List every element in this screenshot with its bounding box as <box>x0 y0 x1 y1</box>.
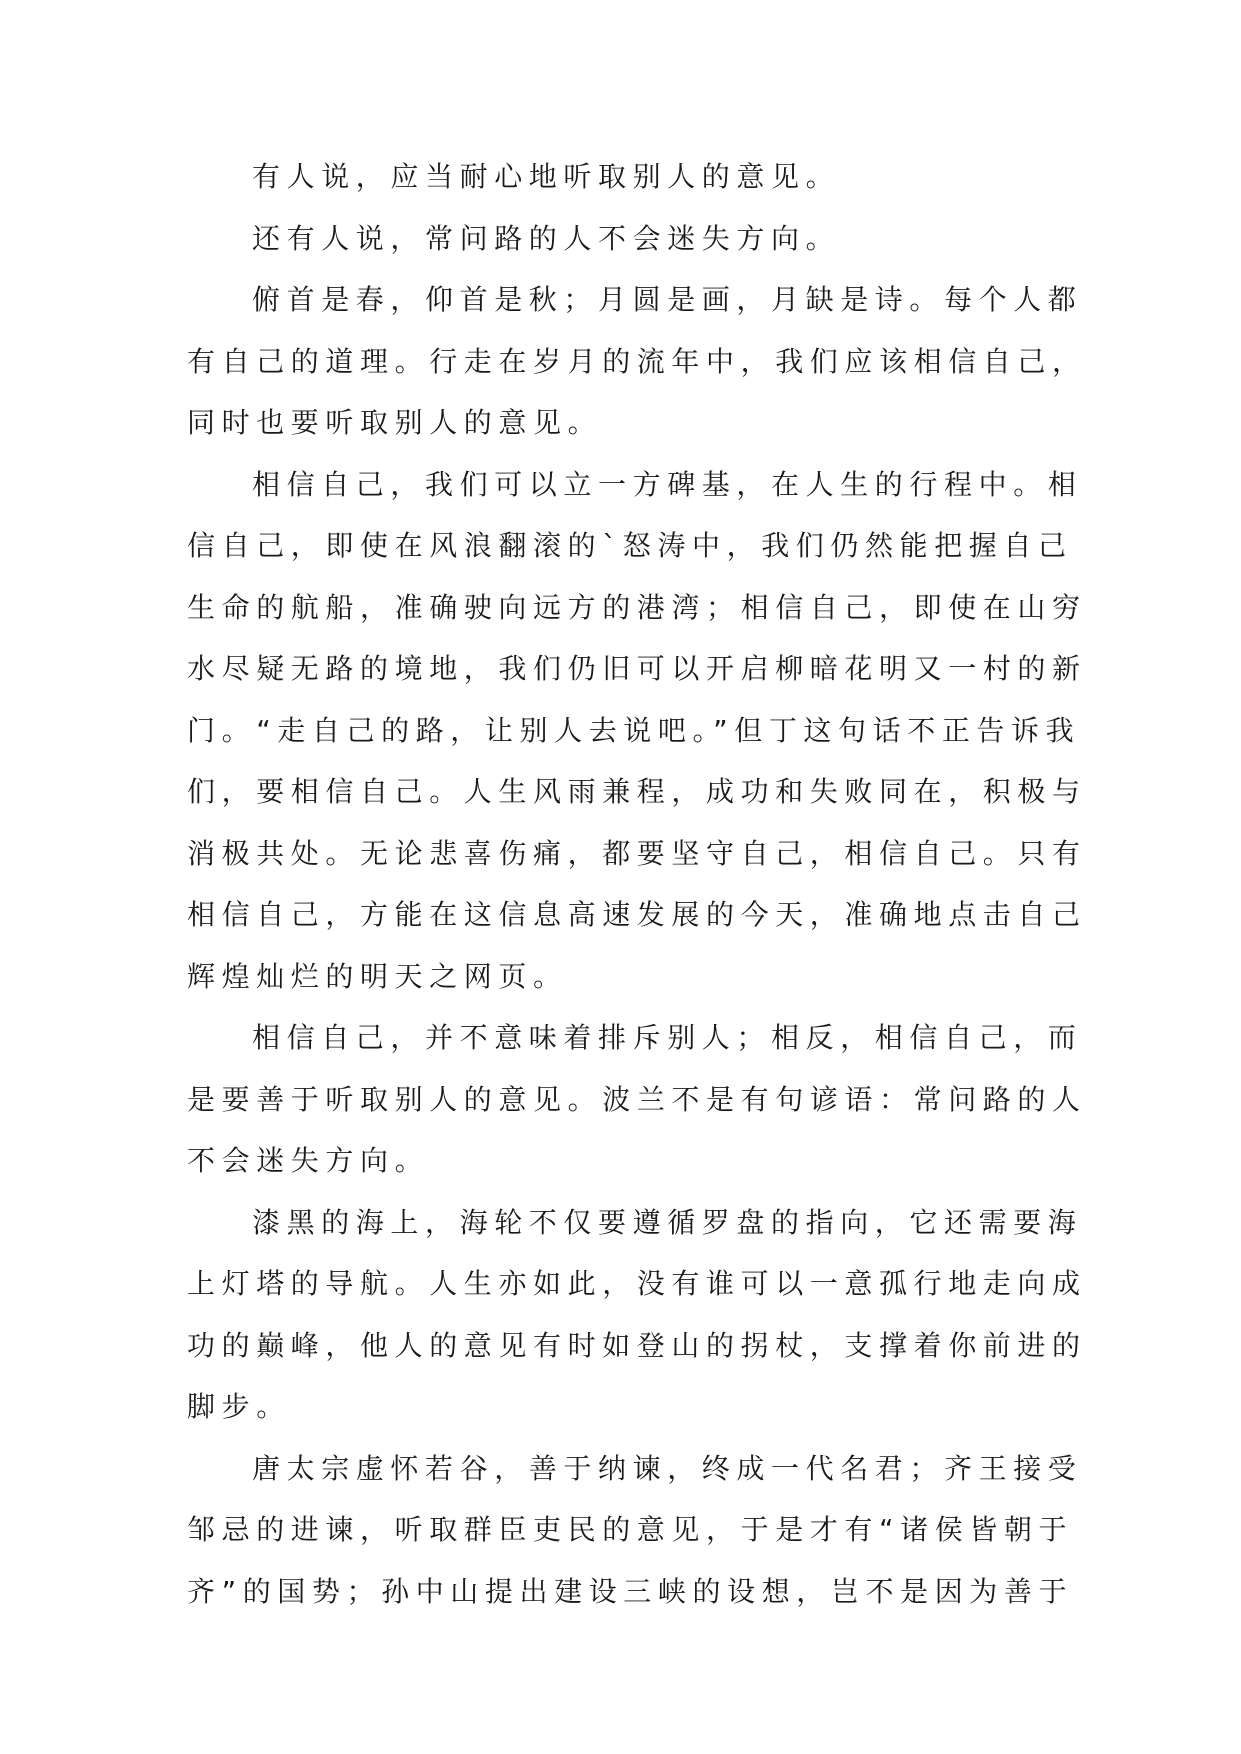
text-line: 信自己，即使在风浪翻滚的`怒涛中，我们仍然能把握自己 <box>187 529 1073 562</box>
text-line: 功的巅峰，他人的意见有时如登山的拐杖，支撑着你前进的 <box>187 1328 1087 1362</box>
text-line: 俯首是春，仰首是秋；月圆是画，月缺是诗。每个人都 <box>252 283 1083 316</box>
text-line: 脚步。 <box>187 1390 291 1423</box>
text-line: 是要善于听取别人的意见。波兰不是有句谚语：常问路的人 <box>187 1082 1087 1116</box>
text-line: 辉煌灿烂的明天之网页。 <box>187 959 568 993</box>
text-line: 有人说，应当耐心地听取别人的意见。 <box>252 160 841 193</box>
text-line: 相信自己，我们可以立一方碑基，在人生的行程中。相 <box>252 467 1083 501</box>
text-line: 消极共处。无论悲喜伤痛，都要坚守自己，相信自己。只有 <box>187 836 1087 870</box>
text-line: 们，要相信自己。人生风雨兼程，成功和失败同在，积极与 <box>187 775 1087 808</box>
text-line: 有自己的道理。行走在岁月的流年中，我们应该相信自己， <box>187 344 1087 378</box>
text-line: 还有人说，常问路的人不会迷失方向。 <box>252 221 841 255</box>
text-line: 门。“走自己的路，让别人去说吧。”但丁这句话不正告诉我 <box>187 713 1081 747</box>
text-line: 漆黑的海上，海轮不仅要遵循罗盘的指向，它还需要海 <box>252 1205 1083 1239</box>
text-line: 相信自己，方能在这信息高速发展的今天，准确地点击自己 <box>187 898 1087 931</box>
essay-body <box>187 157 1087 1633</box>
text-line: 同时也要听取别人的意见。 <box>187 406 603 439</box>
text-line: 生命的航船，准确驶向远方的港湾；相信自己，即使在山穷 <box>187 590 1087 624</box>
text-line: 不会迷失方向。 <box>187 1144 430 1177</box>
text-line: 上灯塔的导航。人生亦如此，没有谁可以一意孤行地走向成 <box>187 1267 1087 1300</box>
text-line: 唐太宗虚怀若谷，善于纳谏，终成一代名君；齐王接受 <box>252 1451 1083 1485</box>
text-line: 相信自己，并不意味着排斥别人；相反，相信自己，而 <box>252 1021 1083 1054</box>
text-line: 齐”的国势；孙中山提出建设三峡的设想，岂不是因为善于 <box>187 1574 1074 1608</box>
text-line: 邹忌的进谏，听取群臣吏民的意见，于是才有“诸侯皆朝于 <box>187 1513 1074 1546</box>
text-line: 水尽疑无路的境地，我们仍旧可以开启柳暗花明又一村的新 <box>187 652 1087 685</box>
